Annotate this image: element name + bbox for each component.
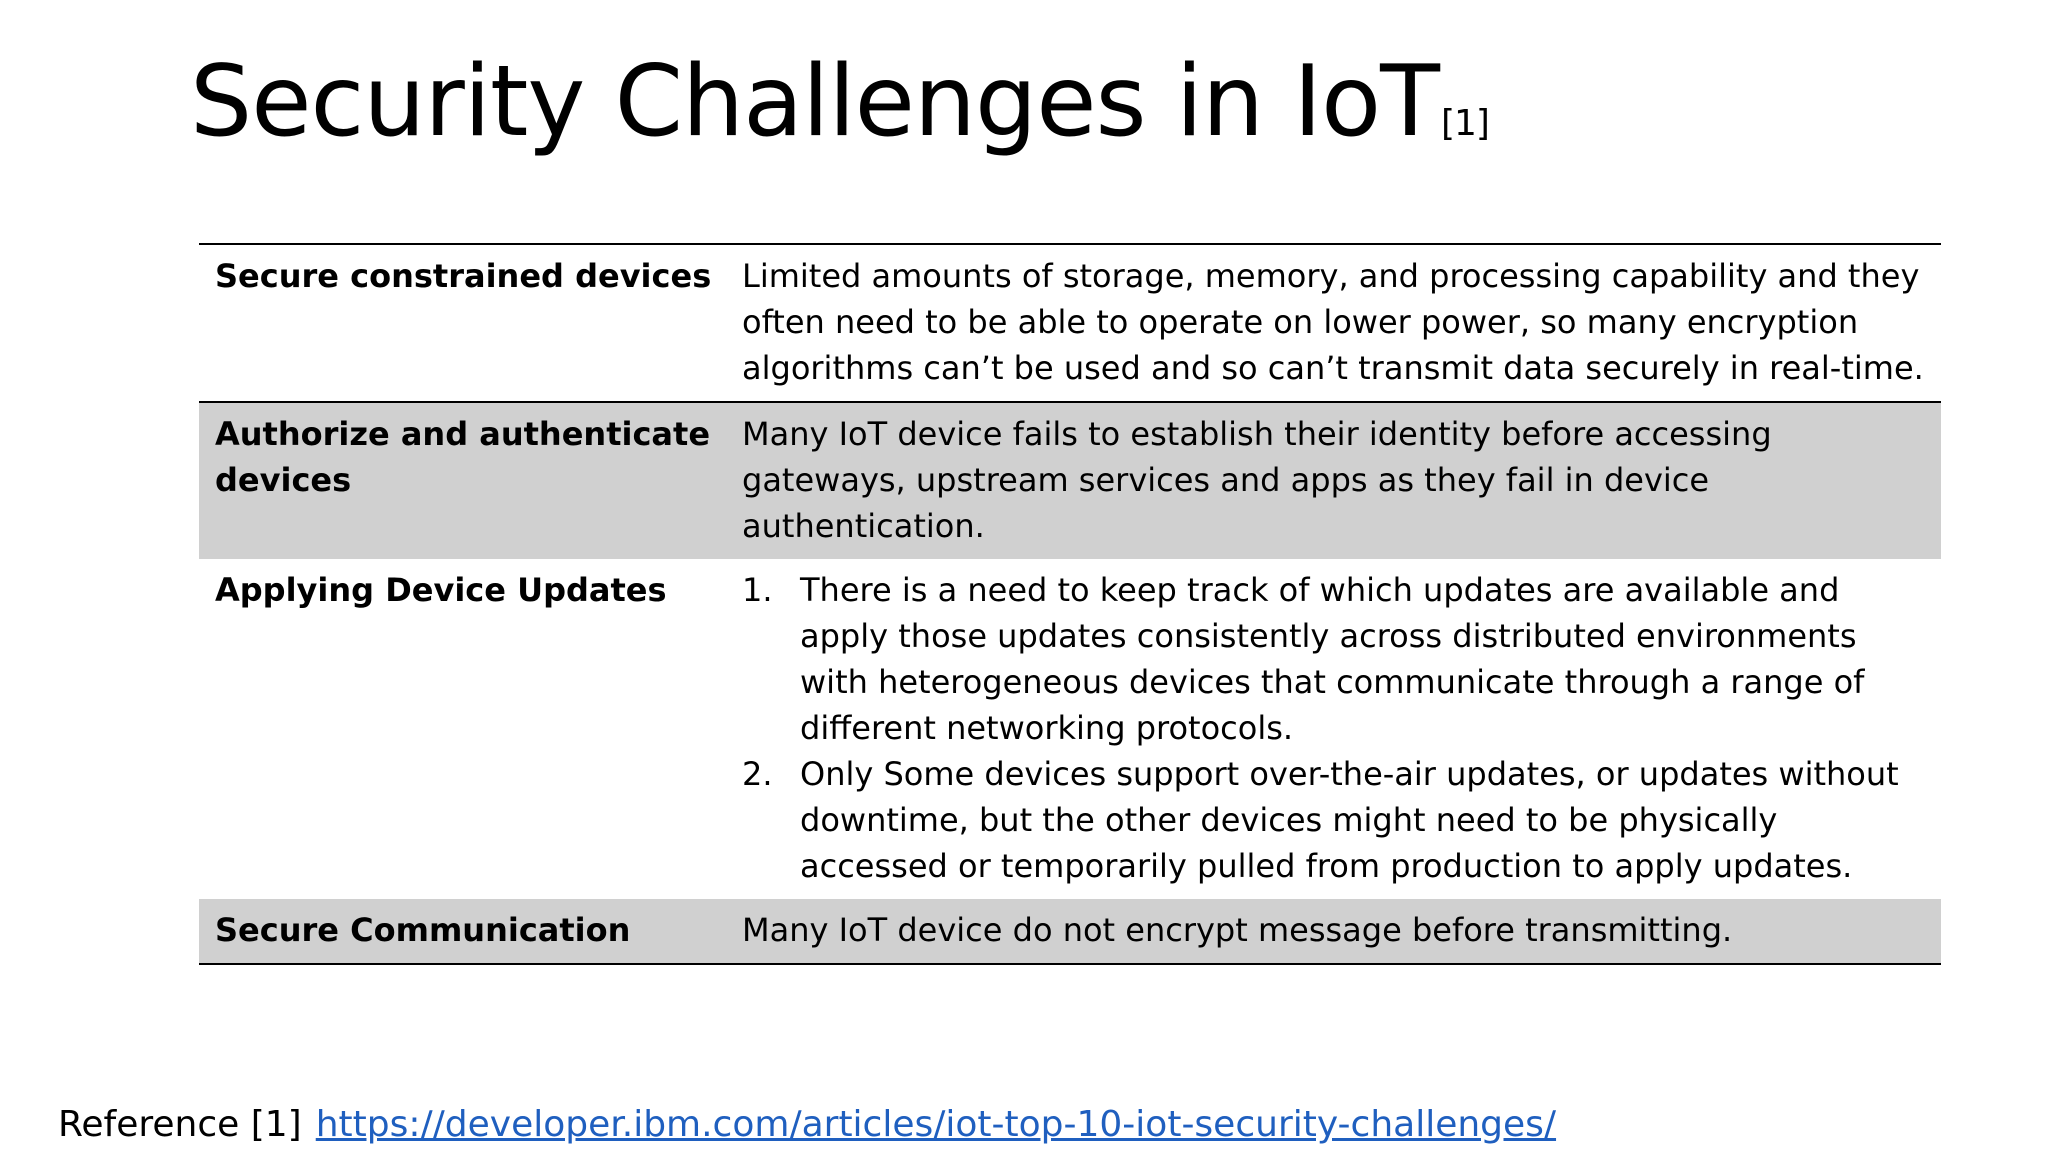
- challenges-table: [199, 243, 1941, 965]
- list-item: [742, 567, 1931, 751]
- row-label: Applying Device Updates: [215, 571, 667, 609]
- slide-title-text: Security Challenges in IoT: [190, 45, 1439, 159]
- row-description: Many IoT device fails to establish their identity before accessing gateways, upstream services and apps as they fail in device authentication.: [742, 415, 1772, 545]
- row-label: Secure constrained devices: [215, 257, 712, 295]
- list-item-number: 1.: [742, 571, 773, 609]
- table-row: [199, 245, 1941, 401]
- row-label: Secure Communication: [215, 911, 631, 949]
- list-item: [742, 751, 1931, 889]
- updates-list: [742, 567, 1931, 889]
- slide-title: [190, 42, 1489, 184]
- row-label: Authorize and authenticate devices: [215, 415, 711, 499]
- reference-link[interactable]: https://developer.ibm.com/articles/iot-top-10-iot-security-challenges/: [315, 1104, 1557, 1145]
- title-citation: [1]: [1440, 103, 1489, 144]
- table-row: [199, 899, 1941, 963]
- list-item-text: There is a need to keep track of which updates are available and apply those updates consistently across distributed environments with heterogeneous devices that communicate through a range of different networking protocols.: [800, 571, 1865, 747]
- row-description: [742, 567, 1941, 889]
- reference-footer: [58, 1102, 1556, 1148]
- list-item-number: 2.: [742, 755, 773, 793]
- table-row: [199, 401, 1941, 559]
- row-description: Limited amounts of storage, memory, and processing capability and they often need to be able to operate on lower power, so many encryption algorithms can’t be used and so can’t transmit data securely in real-time.: [742, 257, 1924, 387]
- reference-label: Reference [1]: [58, 1104, 302, 1145]
- row-description: Many IoT device do not encrypt message before transmitting.: [742, 911, 1733, 949]
- table-row: [199, 559, 1941, 899]
- list-item-text: Only Some devices support over-the-air updates, or updates without downtime, but the other devices might need to be physically accessed or temporarily pulled from production to apply updates.: [800, 755, 1899, 885]
